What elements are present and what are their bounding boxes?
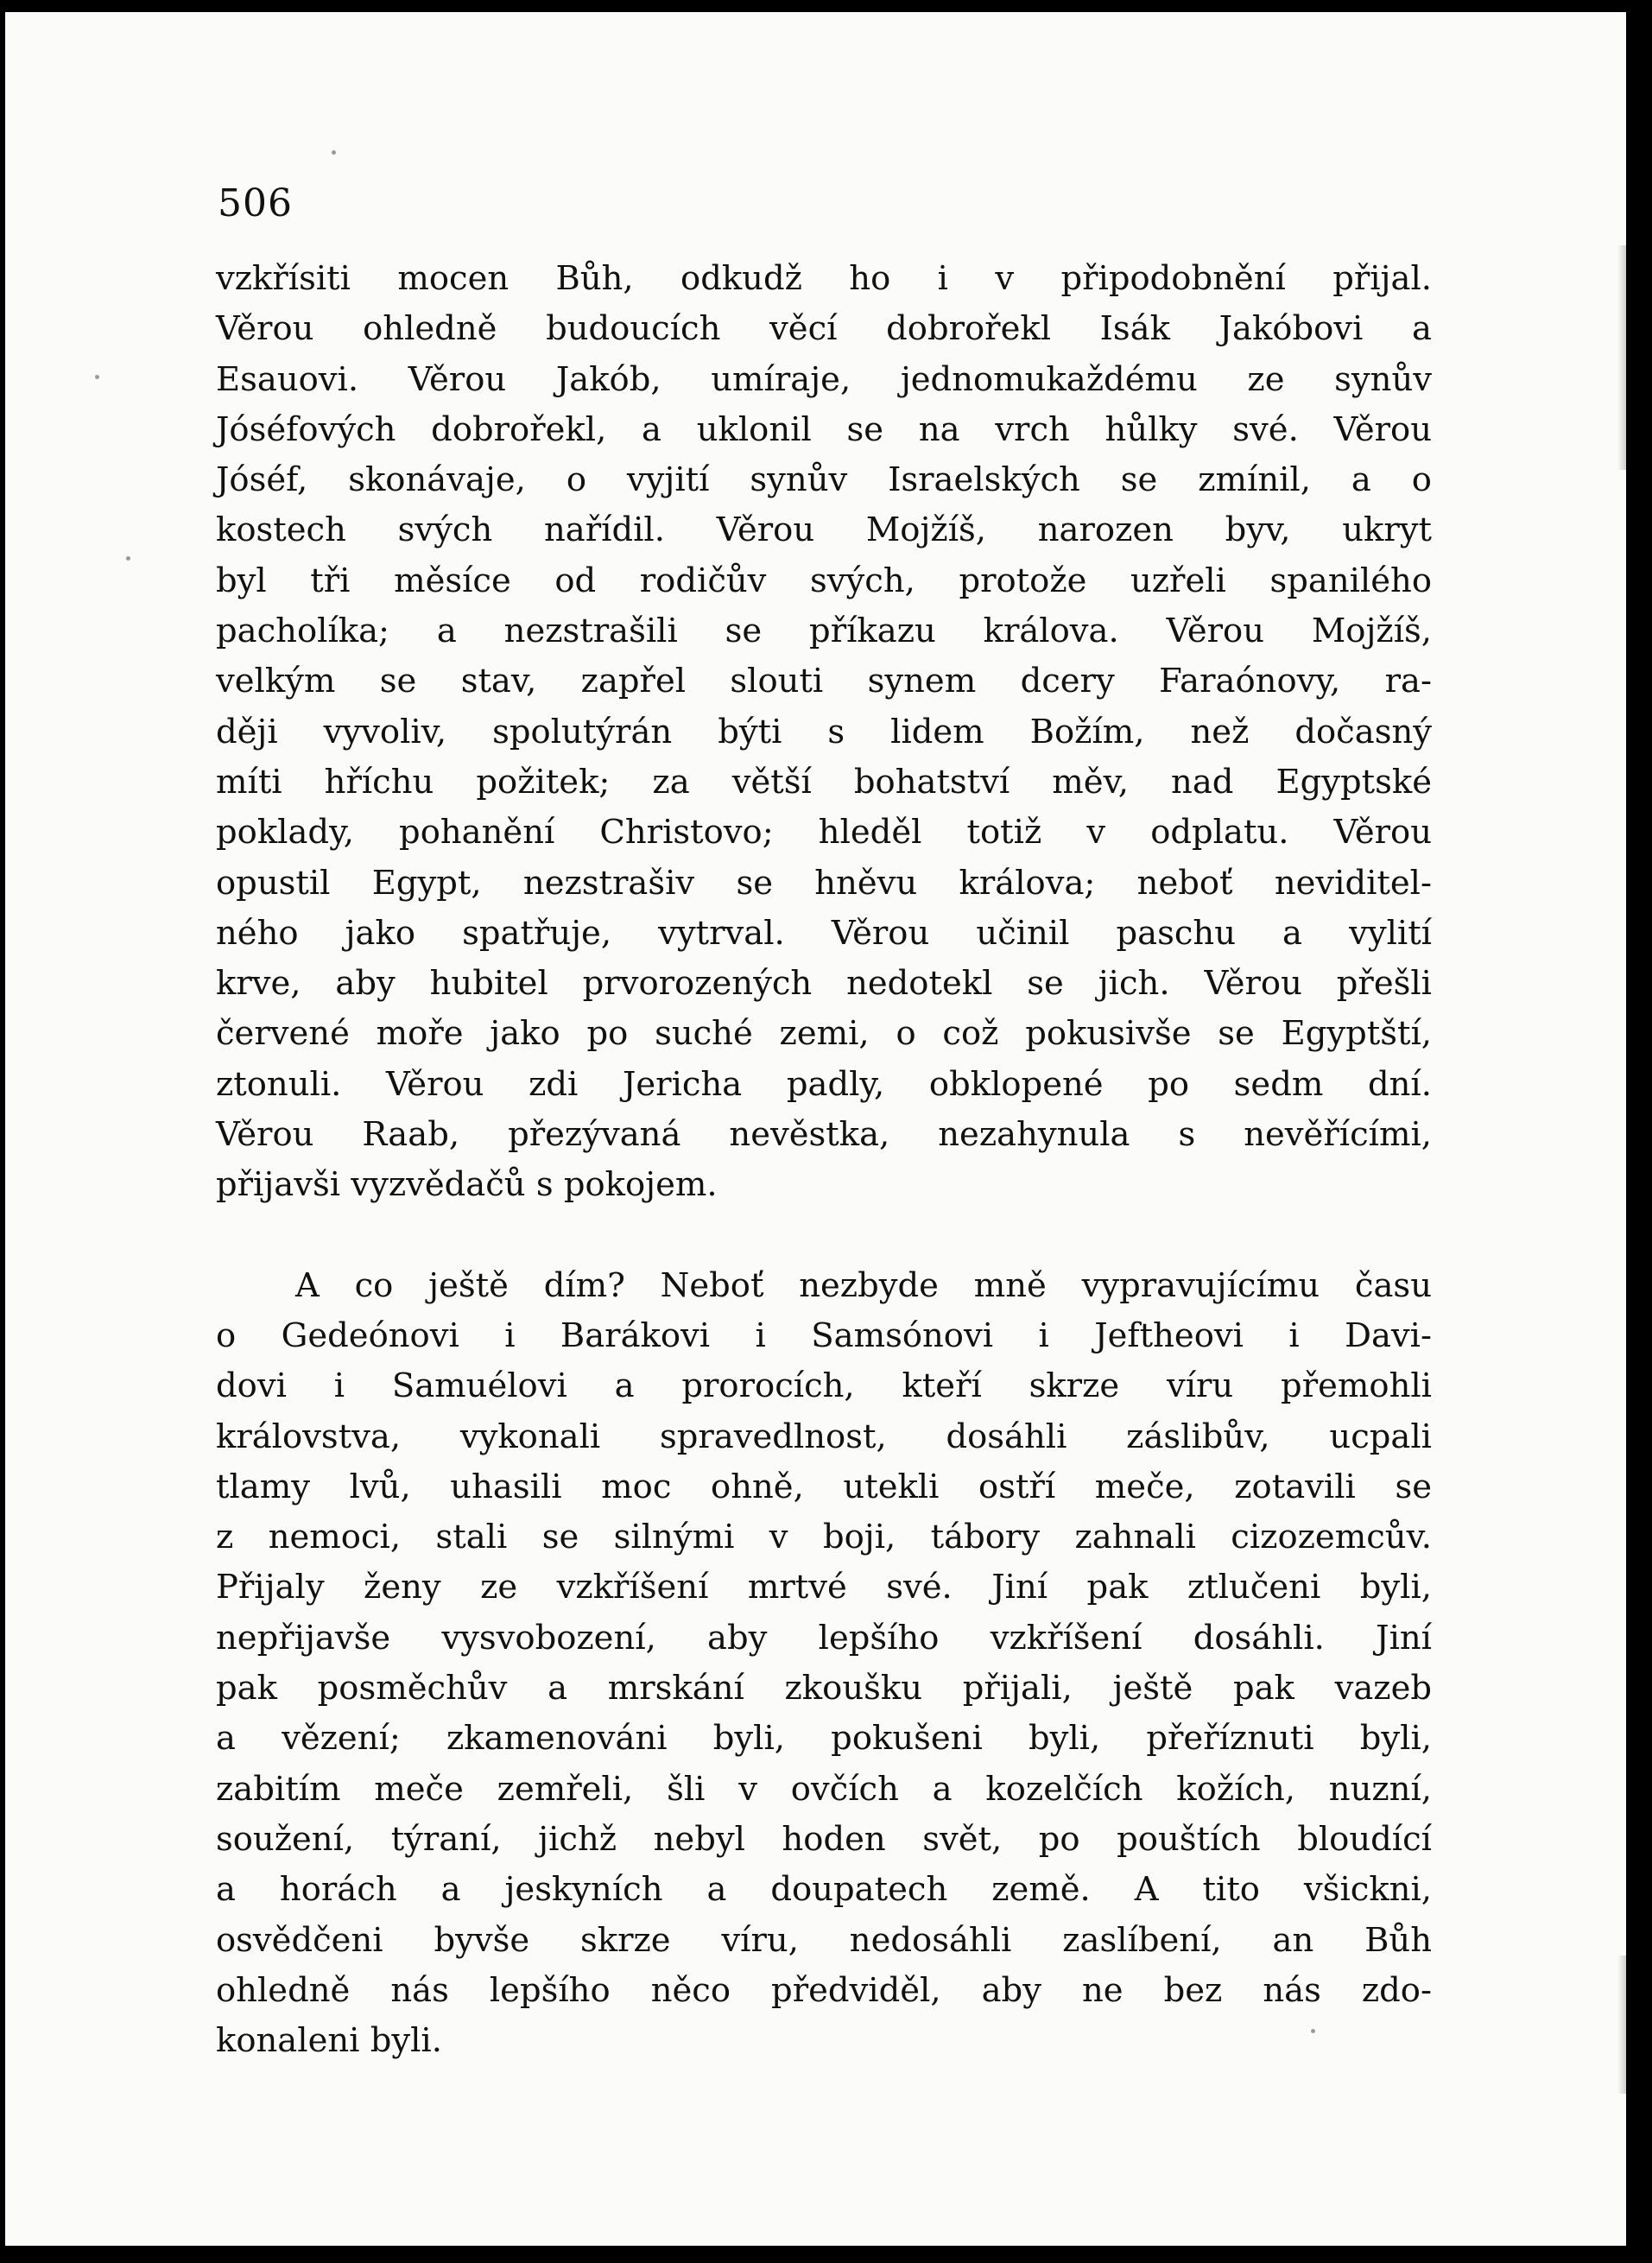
text-line: soužení, týraní, jichž nebyl hoden svět, po pouštích bloudící bbox=[216, 1819, 1432, 1859]
text-line: velkým se stav, zapřel slouti synem dcery Faraónovy, ra- bbox=[216, 662, 1432, 701]
text-line: Věrou ohledně budoucích věcí dobrořekl Isák Jakóbovi a bbox=[216, 309, 1432, 349]
text-line: konaleni byli. bbox=[216, 2021, 442, 2061]
text-line: dovi i Samuélovi a prorocích, kteří skrze víru přemohli bbox=[216, 1366, 1432, 1406]
text-line: ztonuli. Věrou zdi Jericha padly, obklopené po sedm dní. bbox=[216, 1064, 1432, 1104]
scanned-page bbox=[5, 12, 1626, 2246]
text-line: ohledně nás lepšího něco předviděl, aby ne bez nás zdo- bbox=[216, 1970, 1432, 2010]
text-line: Věrou Raab, přezývaná nevěstka, nezahynula s nevěřícími, bbox=[216, 1115, 1432, 1155]
text-line: zabitím meče zemřeli, šli v ovčích a kozelčích kožích, nuzní, bbox=[216, 1769, 1432, 1809]
text-line: kostech svých nařídil. Věrou Mojžíš, narozen byv, ukryt bbox=[216, 510, 1432, 550]
text-line: ději vyvoliv, spolutýrán býti s lidem Božím, než dočasný bbox=[216, 712, 1432, 751]
text-line: z nemoci, stali se silnými v boji, tábory zahnali cizozemcův. bbox=[216, 1518, 1432, 1557]
text-line: opustil Egypt, nezstrašiv se hněvu králova; neboť neviditel- bbox=[216, 863, 1432, 903]
text-line: A co ještě dím? Neboť nezbyde mně vypravujícímu času bbox=[295, 1265, 1432, 1305]
text-line: Esauovi. Věrou Jakób, umíraje, jednomukaždému ze synův bbox=[216, 359, 1432, 399]
page-edge-shadow-lower bbox=[1617, 1956, 1626, 2094]
text-line: královstva, vykonali spravedlnost, dosáhli záslibův, ucpali bbox=[216, 1417, 1432, 1456]
text-line: červené moře jako po suché zemi, o což pokusivše se Egyptští, bbox=[216, 1014, 1432, 1054]
text-line: ného jako spatřuje, vytrval. Věrou učinil paschu a vylití bbox=[216, 913, 1432, 953]
text-line: pak posměchův a mrskání zkoušku přijali, ještě pak vazeb bbox=[216, 1669, 1432, 1708]
paragraph-1 bbox=[216, 254, 1432, 1211]
text-line: Jóséfových dobrořekl, a uklonil se na vrch hůlky své. Věrou bbox=[216, 409, 1432, 449]
body-text bbox=[216, 254, 1432, 2066]
text-line: tlamy lvů, uhasili moc ohně, utekli ostří meče, zotavili se bbox=[216, 1467, 1432, 1506]
text-line: o Gedeónovi i Barákovi i Samsónovi i Jeftheovi i Davi- bbox=[216, 1315, 1432, 1355]
text-line: a vězení; zkamenováni byli, pokušeni byli, přeříznuti byli, bbox=[216, 1719, 1432, 1759]
text-line: přijavši vyzvědačů s pokojem. bbox=[216, 1165, 718, 1205]
text-line: osvědčeni byvše skrze víru, nedosáhli zaslíbení, an Bůh bbox=[216, 1920, 1432, 1960]
scan-speck bbox=[95, 375, 99, 379]
paragraph-2 bbox=[216, 1261, 1432, 2067]
text-line: pacholíka; a nezstrašili se příkazu králova. Věrou Mojžíš, bbox=[216, 612, 1432, 651]
text-line: míti hříchu požitek; za větší bohatství měv, nad Egyptské bbox=[216, 762, 1432, 802]
text-line: poklady, pohanění Christovo; hleděl totiž v odplatu. Věrou bbox=[216, 813, 1432, 853]
text-line: vzkřísiti mocen Bůh, odkudž ho i v připodobnění přijal. bbox=[216, 259, 1432, 298]
scan-speck bbox=[332, 150, 336, 155]
text-line: nepřijavše vysvobození, aby lepšího vzkříšení dosáhli. Jiní bbox=[216, 1618, 1432, 1658]
text-line: Jóséf, skonávaje, o vyjití synův Israelských se zmínil, a o bbox=[216, 460, 1432, 500]
text-line: krve, aby hubitel prvorozených nedotekl se jich. Věrou přešli bbox=[216, 964, 1432, 1004]
scan-speck bbox=[126, 556, 130, 561]
text-line: byl tři měsíce od rodičův svých, protože uzřeli spanilého bbox=[216, 561, 1432, 600]
page-edge-shadow bbox=[1617, 245, 1626, 470]
text-line: a horách a jeskyních a doupatech země. A tito všickni, bbox=[216, 1870, 1432, 1910]
text-line: Přijaly ženy ze vzkříšení mrtvé své. Jiní pak ztlučeni byli, bbox=[216, 1568, 1432, 1607]
page-number: 506 bbox=[218, 181, 293, 225]
